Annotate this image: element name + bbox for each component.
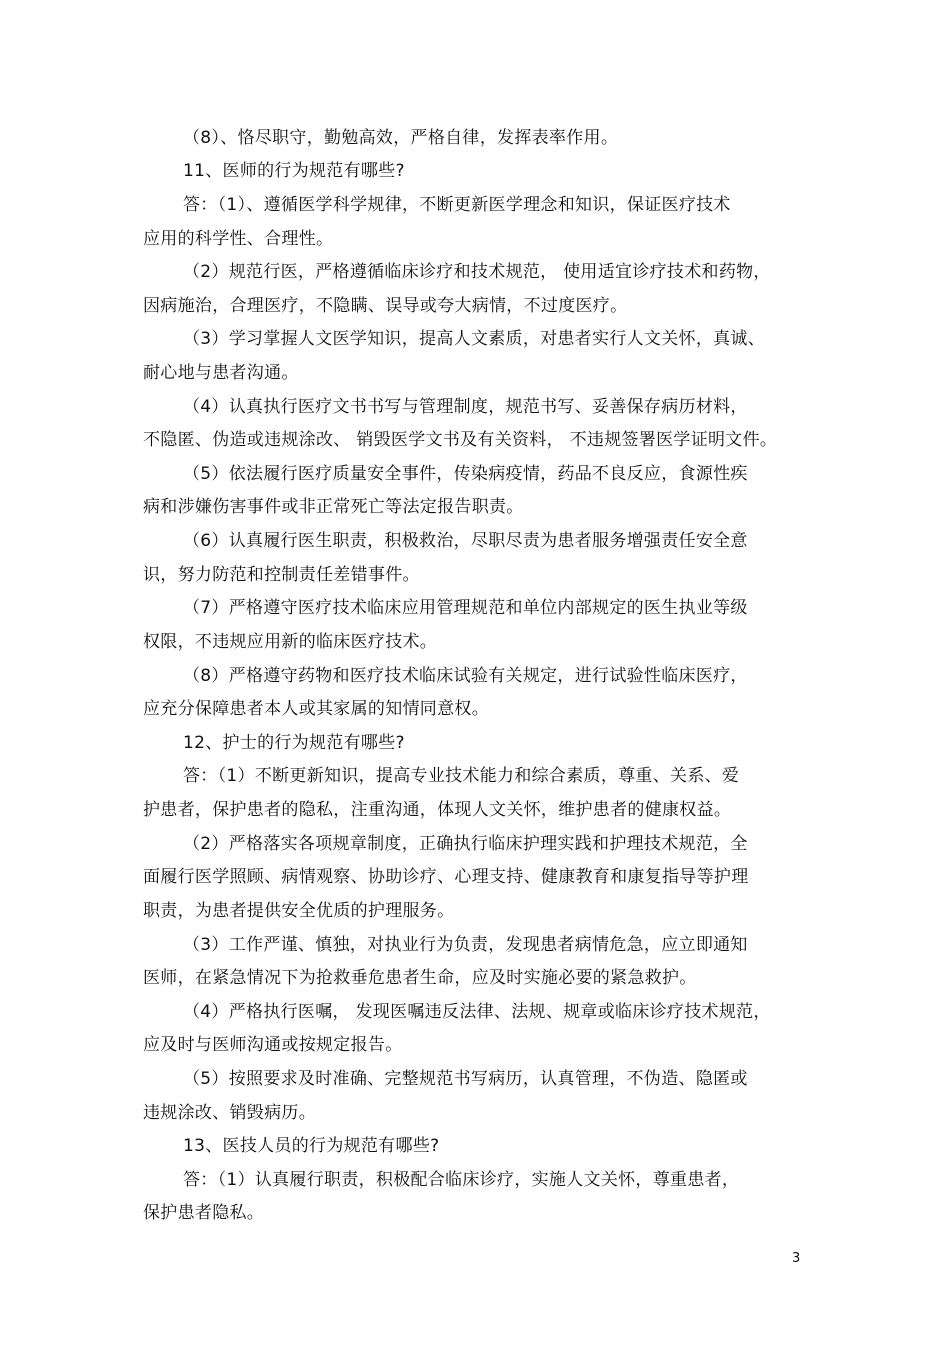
text-line: 病和涉嫌伤害事件或非正常死亡等法定报告职责。 (143, 497, 524, 517)
text-line: 因病施治，合理医疗，不隐瞒、误导或夸大病情，不过度医疗。 (143, 296, 628, 316)
text-line: 应充分保障患者本人或其家属的知情同意权。 (143, 699, 489, 719)
text-line: （5）依法履行医疗质量安全事件，传染病疫情，药品不良反应，食源性疾 (183, 464, 748, 484)
text-line: 权限，不违规应用新的临床医疗技术。 (143, 632, 438, 652)
text-line: 不隐匿、伪造或违规涂改、 销毁医学文书及有关资料， 不违规签署医学证明文件。 (143, 430, 778, 450)
text-line: 识，努力防范和控制责任差错事件。 (143, 565, 420, 585)
text-line: （3）工作严谨、慎独，对执业行为负责，发现患者病情危急，应立即通知 (183, 935, 748, 955)
text-line: （4）严格执行医嘱， 发现医嘱违反法律、法规、规章或临床诊疗技术规范， (183, 1002, 771, 1022)
text-line: 护患者，保护患者的隐私，注重沟通，体现人文关怀，维护患者的健康权益。 (143, 800, 732, 820)
question-heading: 12、护士的行为规范有哪些? (183, 733, 405, 753)
text-line: 医师，在紧急情况下为抢救垂危患者生命，应及时实施必要的紧急救护。 (143, 968, 697, 988)
question-heading: 13、医技人员的行为规范有哪些? (183, 1136, 440, 1156)
text-line: （6）认真履行医生职责，积极救治，尽职尽责为患者服务增强责任安全意 (183, 531, 748, 551)
text-line: （8）严格遵守药物和医疗技术临床试验有关规定，进行试验性临床医疗， (183, 666, 748, 686)
text-line: 应用的科学性、合理性。 (143, 229, 334, 249)
text-line: 保护患者隐私。 (143, 1203, 265, 1223)
text-line: 应及时与医师沟通或按规定报告。 (143, 1035, 403, 1055)
page-number: 3 (792, 1251, 801, 1266)
text-line: （2）规范行医，严格遵循临床诊疗和技术规范， 使用适宜诊疗技术和药物， (183, 262, 771, 282)
text-line: （5）按照要求及时准确、完整规范书写病历，认真管理，不伪造、隐匿或 (183, 1069, 748, 1089)
question-heading: 11、医师的行为规范有哪些? (183, 161, 405, 181)
text-line: 职责，为患者提供安全优质的护理服务。 (143, 901, 455, 921)
text-line: 答：（1）、遵循医学科学规律，不断更新医学理念和知识，保证医疗技术 (183, 195, 731, 215)
text-line: 答：（1）不断更新知识，提高专业技术能力和综合素质，尊重、关系、爱 (183, 766, 740, 786)
text-line: （4）认真执行医疗文书书写与管理制度，规范书写、妥善保存病历材料， (183, 397, 748, 417)
text-line: 面履行医学照顾、病情观察、协助诊疗、心理支持、健康教育和康复指导等护理 (143, 867, 749, 887)
text-line: （3）学习掌握人文医学知识，提高人文素质，对患者实行人文关怀，真诚、 (183, 329, 766, 349)
text-line: （8）、恪尽职守，勤勉高效，严格自律，发挥表率作用。 (183, 128, 619, 148)
text-line: 耐心地与患者沟通。 (143, 363, 299, 383)
text-line: （7）严格遵守医疗技术临床应用管理规范和单位内部规定的医生执业等级 (183, 598, 748, 618)
text-line: 违规涂改、销毁病历。 (143, 1103, 316, 1123)
text-line: （2）严格落实各项规章制度，正确执行临床护理实践和护理技术规范，全 (183, 834, 748, 854)
text-line: 答：（1）认真履行职责，积极配合临床诊疗，实施人文关怀，尊重患者， (183, 1170, 740, 1190)
